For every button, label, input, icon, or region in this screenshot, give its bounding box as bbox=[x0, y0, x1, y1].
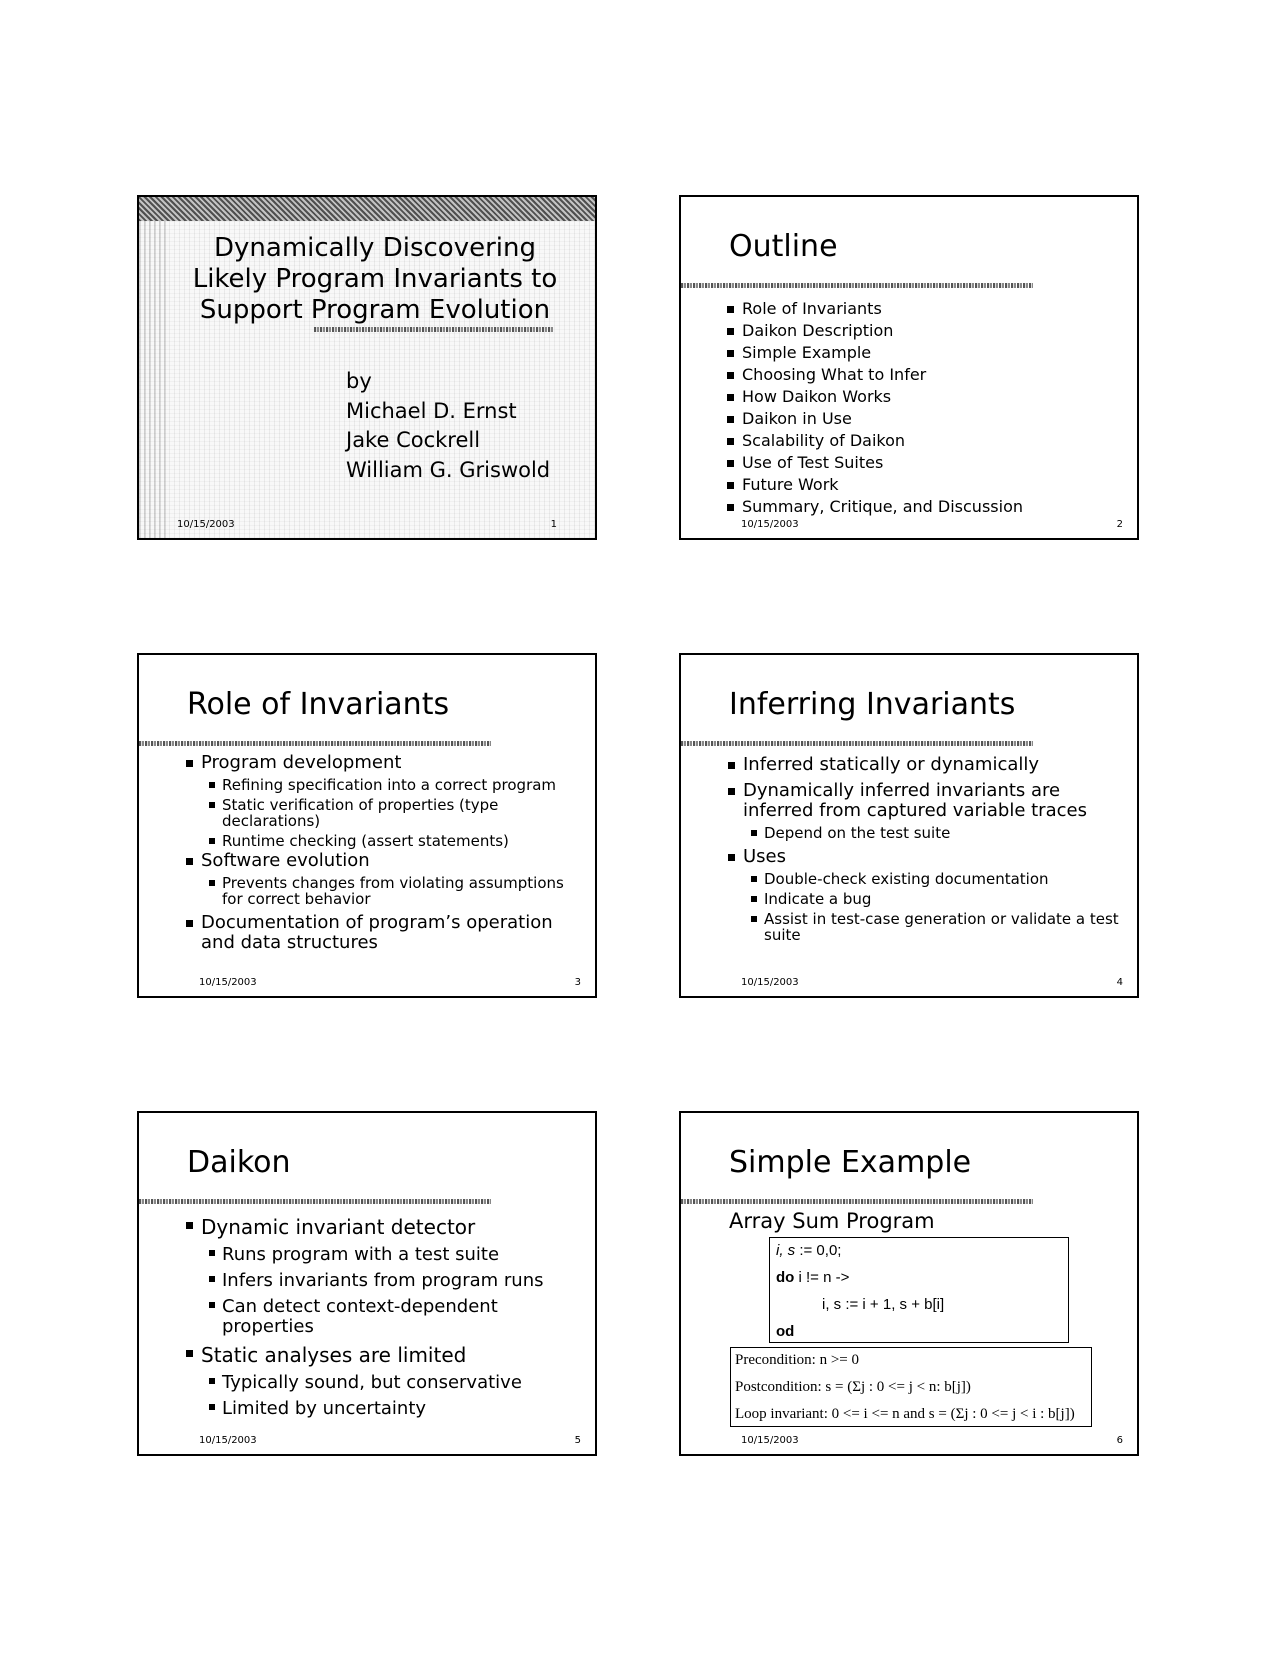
footer-date: 10/15/2003 bbox=[199, 1435, 257, 1446]
code-line bbox=[776, 1269, 1068, 1296]
title-ornament-divider bbox=[681, 741, 1033, 746]
slide-3-role-of-invariants bbox=[137, 653, 597, 998]
title-ornament-divider bbox=[314, 327, 554, 332]
conditions-block bbox=[730, 1347, 1092, 1427]
bullet-item: Dynamically inferred invariants are inferred from captured variable traces bbox=[726, 781, 1129, 821]
title-ornament-divider bbox=[681, 283, 1033, 288]
slide-5-daikon bbox=[137, 1111, 597, 1456]
sub-bullet-item: Double-check existing documentation bbox=[726, 871, 1129, 887]
outline-item: Choosing What to Infer bbox=[725, 365, 1129, 385]
outline-item: Summary, Critique, and Discussion bbox=[725, 497, 1129, 517]
code-variables: i, s bbox=[776, 1242, 796, 1259]
code-text: i != n -> bbox=[794, 1269, 850, 1286]
sub-bullet-item: Runtime checking (assert statements) bbox=[184, 833, 587, 849]
bullet-list bbox=[184, 1213, 587, 1419]
outline-item: Role of Invariants bbox=[725, 299, 1129, 319]
code-line: i, s := i + 1, s + b[i] bbox=[822, 1296, 945, 1313]
by-label: by bbox=[346, 369, 372, 393]
slide-number: 3 bbox=[574, 977, 581, 988]
sub-bullet-item: Limited by uncertainty bbox=[184, 1399, 587, 1419]
sub-bullet-item: Prevents changes from violating assumptions for correct behavior bbox=[184, 875, 587, 907]
slide-title: Inferring Invariants bbox=[729, 687, 1016, 722]
bullet-item: Uses bbox=[726, 847, 1129, 867]
bullet-list bbox=[726, 753, 1129, 943]
author-name: Michael D. Ernst bbox=[346, 398, 517, 423]
title-ornament-divider bbox=[139, 1199, 491, 1204]
slide-title: Simple Example bbox=[729, 1145, 972, 1180]
presentation-title bbox=[169, 233, 581, 326]
slide-top-pattern-band bbox=[139, 197, 595, 221]
code-line bbox=[776, 1323, 1068, 1350]
outline-item: Future Work bbox=[725, 475, 1129, 495]
slide-number: 5 bbox=[574, 1435, 581, 1446]
sub-bullet-item: Runs program with a test suite bbox=[184, 1245, 587, 1265]
footer-date: 10/15/2003 bbox=[199, 977, 257, 988]
code-line bbox=[776, 1242, 1068, 1269]
slide-6-simple-example bbox=[679, 1111, 1139, 1456]
footer-date: 10/15/2003 bbox=[741, 1435, 799, 1446]
sub-bullet-item: Indicate a bug bbox=[726, 891, 1129, 907]
outline-item: Use of Test Suites bbox=[725, 453, 1129, 473]
outline-item: How Daikon Works bbox=[725, 387, 1129, 407]
slide-number: 4 bbox=[1116, 977, 1123, 988]
slide-4-inferring-invariants bbox=[679, 653, 1139, 998]
author-name: William G. Griswold bbox=[346, 457, 551, 482]
slide-title: Role of Invariants bbox=[187, 687, 450, 722]
slide-left-pattern bbox=[139, 221, 169, 538]
code-keyword: do bbox=[776, 1269, 795, 1286]
sub-bullet-item: Refining specification into a correct program bbox=[184, 777, 587, 793]
sub-bullet-item: Assist in test-case generation or validate a test suite bbox=[726, 911, 1129, 943]
slide-number: 2 bbox=[1116, 519, 1123, 530]
bullet-item: Program development bbox=[184, 753, 587, 773]
slide-title: Daikon bbox=[187, 1145, 291, 1180]
outline-item: Simple Example bbox=[725, 343, 1129, 363]
outline-item: Daikon Description bbox=[725, 321, 1129, 341]
bullet-item: Inferred statically or dynamically bbox=[726, 755, 1129, 775]
bullet-item: Dynamic invariant detector bbox=[184, 1215, 587, 1239]
bullet-list bbox=[184, 751, 587, 953]
bullet-item: Documentation of program’s operation and data structures bbox=[184, 913, 587, 953]
sub-bullet-item: Static verification of properties (type declarations) bbox=[184, 797, 587, 829]
slide-title: Outline bbox=[729, 229, 838, 264]
outline-list bbox=[725, 297, 1129, 517]
slide-2-outline bbox=[679, 195, 1139, 540]
footer-date: 10/15/2003 bbox=[741, 977, 799, 988]
sub-bullet-item: Depend on the test suite bbox=[726, 825, 1129, 841]
bullet-item: Static analyses are limited bbox=[184, 1343, 587, 1367]
outline-item: Scalability of Daikon bbox=[725, 431, 1129, 451]
precondition: Precondition: n >= 0 bbox=[735, 1352, 859, 1368]
postcondition: Postcondition: s = (Σj : 0 <= j < n: b[j]) bbox=[735, 1379, 971, 1395]
code-text: := 0,0; bbox=[795, 1242, 842, 1259]
slide-1-title bbox=[137, 195, 597, 540]
author-block bbox=[346, 367, 550, 485]
title-line: Likely Program Invariants to bbox=[192, 264, 558, 294]
title-ornament-divider bbox=[139, 741, 491, 746]
slide-number: 1 bbox=[550, 519, 557, 530]
example-subtitle: Array Sum Program bbox=[729, 1209, 935, 1233]
sub-bullet-item: Typically sound, but conservative bbox=[184, 1373, 587, 1393]
footer-date: 10/15/2003 bbox=[177, 519, 235, 530]
title-line: Support Program Evolution bbox=[199, 295, 551, 325]
title-ornament-divider bbox=[681, 1199, 1033, 1204]
slide-number: 6 bbox=[1116, 1435, 1123, 1446]
author-name: Jake Cockrell bbox=[346, 428, 481, 452]
code-keyword: od bbox=[776, 1323, 795, 1340]
title-line: Dynamically Discovering bbox=[214, 233, 536, 263]
sub-bullet-item: Can detect context-dependent properties bbox=[184, 1297, 587, 1337]
bullet-item: Software evolution bbox=[184, 851, 587, 871]
outline-item: Daikon in Use bbox=[725, 409, 1129, 429]
code-block bbox=[769, 1237, 1069, 1343]
sub-bullet-item: Infers invariants from program runs bbox=[184, 1271, 587, 1291]
footer-date: 10/15/2003 bbox=[741, 519, 799, 530]
loop-invariant: Loop invariant: 0 <= i <= n and s = (Σj : 0 <= j < i : b[j]) bbox=[735, 1406, 1075, 1422]
